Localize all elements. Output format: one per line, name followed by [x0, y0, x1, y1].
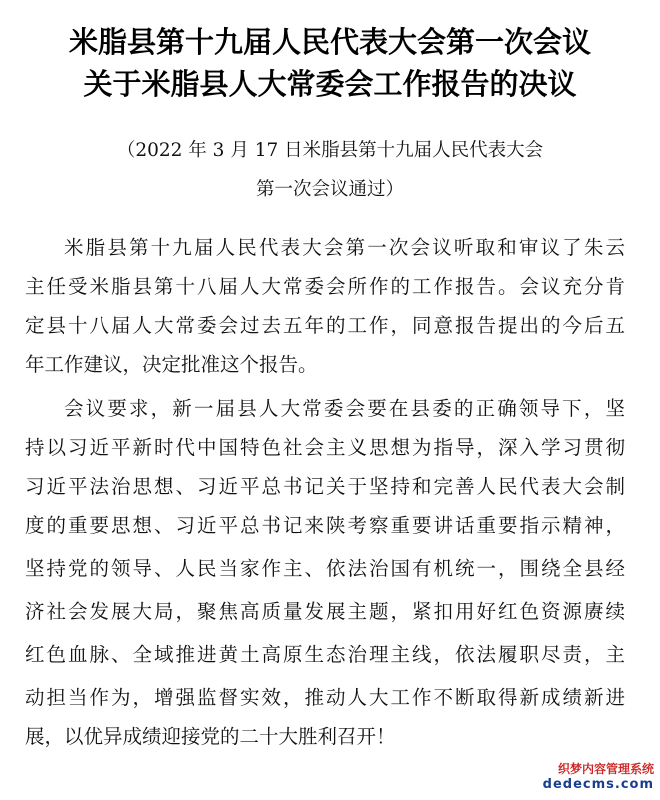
document-title-line-2: 关于米脂县人大常委会工作报告的决议: [83, 67, 577, 101]
paragraph-1-line: 年工作建议，决定批准这个报告。: [25, 353, 318, 376]
paragraph-2-line: 度的重要思想、习近平总书记来陕考察重要讲话重要指示精神，: [25, 514, 625, 537]
paragraph-2-line: 展，以优异成绩迎接党的二十大胜利召开！: [25, 725, 396, 748]
adoption-note-line-1: （2022 年 3 月 17 日米脂县第十九届人民代表大会: [116, 140, 544, 161]
paragraph-2-line: 会议要求，新一届县人大常委会要在县委的正确领导下，坚: [64, 397, 625, 420]
paragraph-2-line: 习近平法治思想、习近平总书记关于坚持和完善人民代表大会制: [25, 475, 625, 498]
paragraph-2-line: 动担当作为，增强监督实效，推动人大工作不断取得新成绩新进: [25, 686, 625, 709]
watermark-text: 织梦内容管理系统: [557, 762, 654, 776]
document-title-line-1: 米脂县第十九届人民代表大会第一次会议: [68, 25, 591, 59]
paragraph-2-line: 坚持党的领导、人民当家作主、依法治国有机统一，围绕全县经: [25, 557, 625, 580]
paragraph-2-line: 持以习近平新时代中国特色社会主义思想为指导，深入学习贯彻: [25, 436, 625, 459]
watermark: [543, 760, 654, 792]
paragraph-1-line: 定县十八届人大常委会过去五年的工作，同意报告提出的今后五: [25, 314, 625, 337]
watermark-domain: dedecms.com: [542, 777, 654, 792]
paragraph-2-line: 红色血脉、全域推进黄土高原生态治理主线，依法履职尽责，主: [25, 643, 625, 666]
adoption-note-line-2: 第一次会议通过）: [255, 179, 404, 200]
paragraph-1-line: 主任受米脂县第十八届人大常委会所作的工作报告。会议充分肯: [25, 275, 625, 298]
paragraph-1-line: 米脂县第十九届人民代表大会第一次会议听取和审议了朱云: [64, 236, 625, 259]
paragraph-2-line: 济社会发展大局，聚焦高质量发展主题，紧扣用好红色资源赓续: [25, 600, 625, 623]
